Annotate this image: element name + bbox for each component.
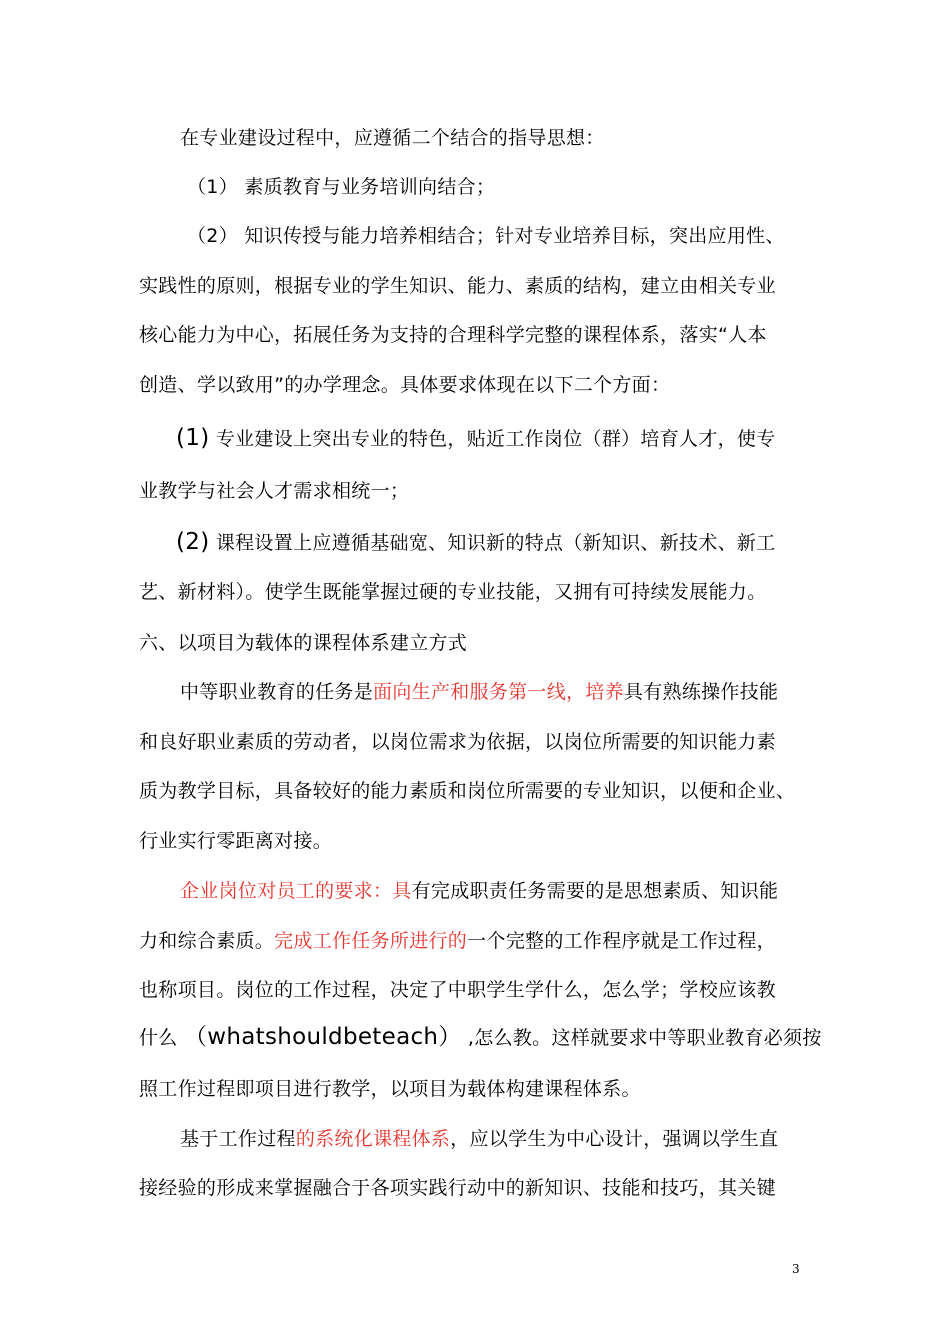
section-heading-6: 六、以项目为载体的课程体系建立方式 bbox=[139, 632, 468, 654]
requirement-2-line-1 bbox=[176, 529, 776, 556]
text-run: 有完成职责任务需要的是思想素质、知识能 bbox=[411, 880, 779, 902]
text-run: 基于工作过程 bbox=[180, 1128, 296, 1150]
highlight-text: 面向生产和服务第一线，培养 bbox=[373, 681, 624, 703]
highlight-text: 的系统化课程体系 bbox=[295, 1128, 451, 1150]
requirement-1-line-1 bbox=[176, 425, 776, 452]
highlight-text: 完成工作任务所进行的 bbox=[274, 930, 468, 952]
requirement-1-marker: (1) bbox=[176, 425, 210, 451]
paragraph-work-process-line-2: 接经验的形成来掌握融合于各项实践行动中的新知识、技能和技巧，其关键 bbox=[139, 1177, 776, 1199]
text-run: 具有熟练操作技能 bbox=[623, 681, 779, 703]
list-item-2-line-1: （2） 知识传授与能力培养相结合；针对专业培养目标，突出应用性、 bbox=[187, 225, 785, 247]
requirement-1-line-2: 业教学与社会人才需求相统一； bbox=[139, 480, 410, 502]
paragraph-job-requirement-line-1 bbox=[180, 878, 778, 904]
text-run: ,怎么教。这样就要求中等职业教育必须按 bbox=[461, 1027, 822, 1049]
paragraph-job-requirement-line-4 bbox=[139, 1024, 822, 1051]
text-run: 一个完整的工作程序就是工作过程， bbox=[467, 930, 776, 952]
page-number: 3 bbox=[792, 1262, 800, 1276]
text-run: 中等职业教育的任务是 bbox=[180, 681, 374, 703]
paragraph-job-requirement-line-2 bbox=[139, 928, 776, 954]
requirement-2-text: 课程设置上应遵循基础宽、知识新的特点（新知识、新技术、新工 bbox=[209, 532, 776, 554]
paragraph-guiding-thought: 在专业建设过程中，应遵循二个结合的指导思想： bbox=[180, 127, 605, 149]
paragraph-vocational-task-line-2: 和良好职业素质的劳动者，以岗位需求为依据，以岗位所需要的知识能力素 bbox=[139, 731, 776, 753]
paragraph-job-requirement-line-5: 照工作过程即项目进行教学，以项目为载体构建课程体系。 bbox=[139, 1078, 641, 1100]
latin-text: （whatshouldbeteach） bbox=[183, 1024, 462, 1050]
paragraph-vocational-task-line-4: 行业实行零距离对接。 bbox=[139, 830, 333, 852]
list-item-2-line-2: 实践性的原则，根据专业的学生知识、能力、素质的结构，建立由相关专业 bbox=[139, 275, 776, 297]
paragraph-work-process-line-1 bbox=[180, 1126, 778, 1152]
text-run: 力和综合素质。 bbox=[139, 930, 275, 952]
list-item-2-line-3: 核心能力为中心，拓展任务为支持的合理科学完整的课程体系，落实“人本 bbox=[139, 324, 767, 346]
requirement-1-text: 专业建设上突出专业的特色，贴近工作岗位（群）培育人才，使专 bbox=[209, 428, 776, 450]
list-item-1: （1） 素质教育与业务培训向结合； bbox=[187, 176, 496, 198]
paragraph-vocational-task-line-3: 质为教学目标，具备较好的能力素质和岗位所需要的专业知识，以便和企业、 bbox=[139, 780, 796, 802]
list-item-2-line-4: 创造、学以致用”的办学理念。具体要求体现在以下二个方面： bbox=[139, 374, 671, 396]
requirement-2-line-2: 艺、新材料）。使学生既能掌握过硬的专业技能，又拥有可持续发展能力。 bbox=[139, 581, 767, 603]
paragraph-vocational-task-line-1 bbox=[180, 679, 778, 705]
highlight-text: 企业岗位对员工的要求：具 bbox=[180, 880, 412, 902]
text-run: 什么 bbox=[139, 1027, 184, 1049]
paragraph-job-requirement-line-3: 也称项目。岗位的工作过程，决定了中职学生学什么，怎么学；学校应该教 bbox=[139, 979, 776, 1001]
text-run: ，应以学生为中心设计，强调以学生直 bbox=[450, 1128, 779, 1150]
requirement-2-marker: (2) bbox=[176, 529, 210, 555]
